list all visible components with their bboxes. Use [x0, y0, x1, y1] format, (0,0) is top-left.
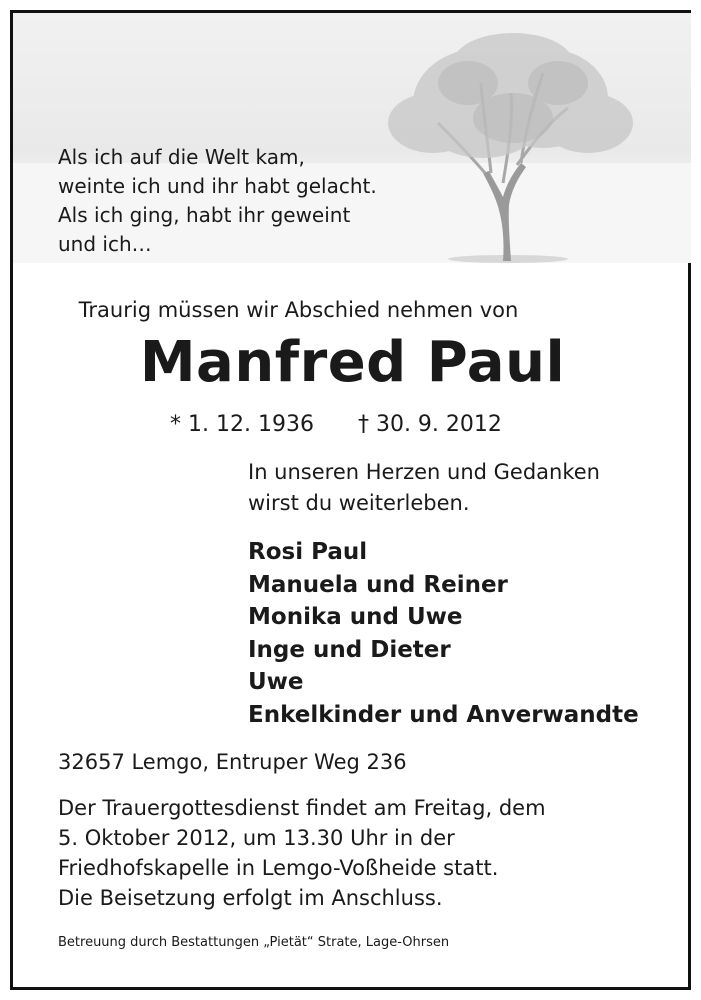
- service-line: 5. Oktober 2012, um 13.30 Uhr in der: [58, 826, 455, 850]
- family-member: Uwe: [248, 669, 304, 695]
- poem-line: und ich…: [58, 232, 152, 256]
- quote-line: wirst du weiterleben.: [248, 491, 470, 515]
- family-list: [248, 536, 639, 731]
- poem-line: Als ich ging, habt ihr geweint: [58, 203, 351, 227]
- family-member: Rosi Paul: [248, 539, 368, 565]
- service-info: [58, 793, 546, 913]
- family-member: Monika und Uwe: [248, 604, 463, 630]
- family-member: Enkelkinder und Anverwandte: [248, 701, 639, 728]
- funeral-home-credit: Betreuung durch Bestattungen „Pietät“ Strate, Lage-Ohrsen: [58, 935, 450, 950]
- service-line: Friedhofskapelle in Lemgo-Voßheide statt.: [58, 856, 499, 880]
- memorial-quote: [248, 457, 600, 519]
- quote-line: In unseren Herzen und Gedanken: [248, 460, 600, 484]
- service-line: Die Beisetzung erfolgt im Anschluss.: [58, 886, 443, 910]
- death-date: † 30. 9. 2012: [357, 412, 502, 437]
- life-dates: [170, 412, 502, 437]
- poem-line: weinte ich und ihr habt gelacht.: [58, 174, 377, 198]
- intro-text: Traurig müssen wir Abschied nehmen von: [78, 298, 519, 322]
- family-member: Manuela und Reiner: [248, 571, 508, 598]
- poem: [58, 143, 377, 259]
- family-address: 32657 Lemgo, Entruper Weg 236: [58, 750, 407, 774]
- birth-date: * 1. 12. 1936: [170, 412, 314, 437]
- poem-line: Als ich auf die Welt kam,: [58, 145, 305, 169]
- service-line: Der Trauergottesdienst findet am Freitag, dem: [58, 796, 546, 820]
- deceased-name: Manfred Paul: [139, 330, 566, 395]
- family-member: Inge und Dieter: [248, 636, 451, 663]
